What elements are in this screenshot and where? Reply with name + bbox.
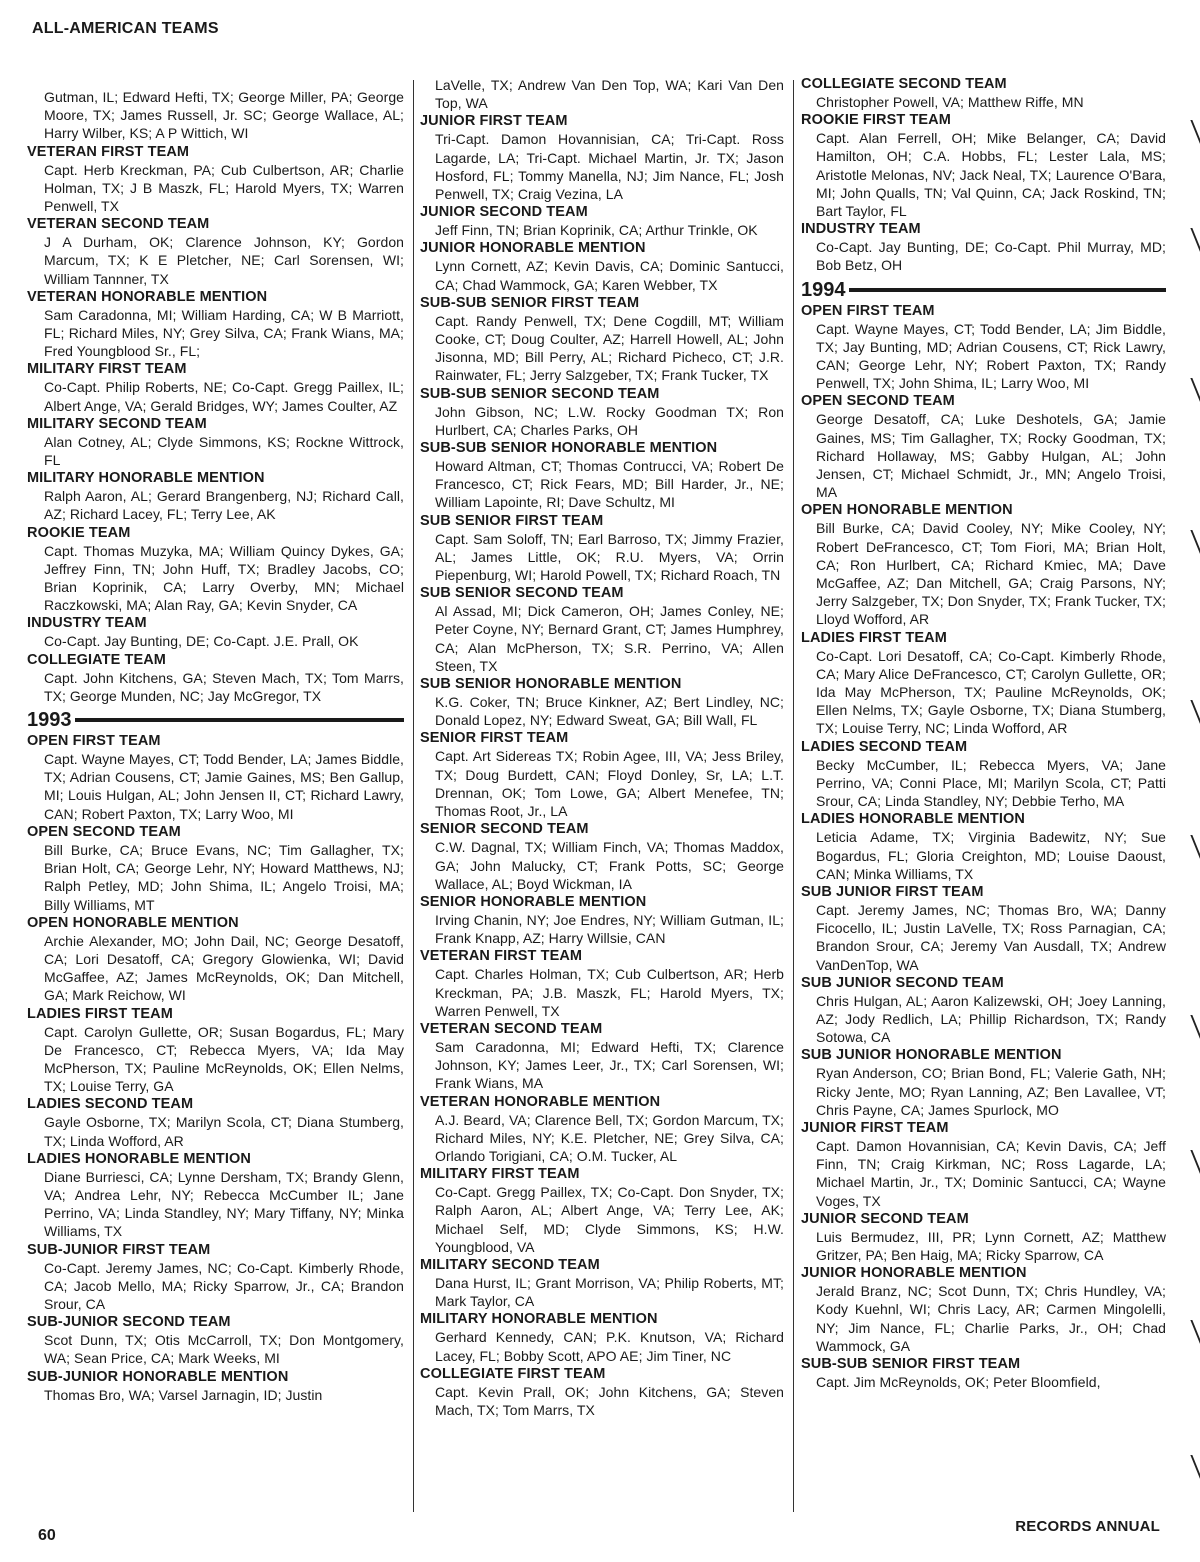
- team-members: Co-Capt. Philip Roberts, NE; Co-Capt. Gregg Paillex, IL; Albert Ange, VA; Gerald Bridges, WY; James Coulter, AZ: [44, 379, 404, 414]
- column-3: [801, 76, 1166, 1508]
- team-heading: SUB-JUNIOR SECOND TEAM: [27, 1314, 231, 1331]
- edge-mark: [1194, 1320, 1200, 1348]
- team-members: Chris Hulgan, AL; Aaron Kalizewski, OH; Joey Lanning, AZ; Jody Redlich, LA; Phillip Richardson, TX; Randy Sotowa, CA: [816, 992, 1166, 1046]
- team-section: [27, 824, 404, 914]
- team-section: [27, 416, 404, 469]
- team-members: Thomas Bro, WA; Varsel Jarnagin, ID; Justin: [44, 1386, 323, 1403]
- team-heading: SENIOR SECOND TEAM: [420, 821, 589, 838]
- team-members: Tri-Capt. Damon Hovannisian, CA; Tri-Capt. Ross Lagarde, LA; Tri-Capt. Michael Martin, Jr. TX; Jason Hosford, FL; Tommy Manella, NJ; Jim Nance, FL; Josh Penwell, TX; Craig Vezina, LA: [435, 131, 784, 203]
- team-heading: JUNIOR SECOND TEAM: [801, 1210, 969, 1227]
- team-heading: SUB SENIOR FIRST TEAM: [420, 512, 604, 529]
- year-rule: [75, 718, 405, 722]
- team-heading: LADIES SECOND TEAM: [801, 738, 968, 755]
- team-heading: MILITARY HONORABLE MENTION: [27, 470, 265, 487]
- team-section: [801, 739, 1166, 811]
- team-section: [801, 1047, 1166, 1119]
- team-heading: SUB-SUB SENIOR HONORABLE MENTION: [420, 440, 718, 457]
- team-section: [420, 295, 784, 385]
- team-members: Co-Capt. Lori Desatoff, CA; Co-Capt. Kimberly Rhode, CA; Mary Alice DeFrancesco, CT; Carolyn Gullette, OR; Ida May McPherson, TX; Pauline McReynolds, OK; Ellen Nelms, TX; Gayle Osborne, TX; Diana Stumberg, TX; Louise Terry, NC; Linda Wofford, AR: [816, 647, 1166, 737]
- team-heading: JUNIOR FIRST TEAM: [801, 1119, 949, 1136]
- year-heading: [801, 278, 1166, 302]
- team-section: [27, 470, 404, 523]
- team-section: [801, 1211, 1166, 1264]
- team-heading: SUB-SUB SENIOR FIRST TEAM: [801, 1355, 1021, 1372]
- team-heading: SUB-SUB SENIOR SECOND TEAM: [420, 385, 660, 402]
- team-members: Co-Capt. Jeremy James, NC; Co-Capt. Kimberly Rhode, CA; Jacob Mello, MA; Ricky Sparrow, Jr., CA; Brandon Srour, CA: [44, 1259, 404, 1312]
- column-2: [420, 76, 784, 1508]
- team-section: [801, 112, 1166, 220]
- team-heading: LADIES HONORABLE MENTION: [801, 811, 1025, 828]
- team-section: [27, 525, 404, 615]
- team-section: [420, 1166, 784, 1256]
- team-section: [420, 1094, 784, 1166]
- team-section: [420, 386, 784, 439]
- team-members: Capt. Sam Soloff, TN; Earl Barroso, TX; Jimmy Frazier, AL; James Little, OK; R.U. Myers, VA; Orrin Piepenburg, WI; Harold Powell, TX; Richard Roach, TN: [435, 530, 784, 584]
- team-heading: LADIES FIRST TEAM: [801, 629, 947, 646]
- team-section: [801, 221, 1166, 274]
- team-section: [420, 676, 784, 729]
- running-head: ALL-AMERICAN TEAMS: [32, 20, 219, 37]
- team-heading: ROOKIE FIRST TEAM: [801, 112, 951, 129]
- team-section: [27, 1242, 404, 1314]
- team-members: K.G. Coker, TN; Bruce Kinkner, AZ; Bert Lindley, NC; Donald Lopez, NY; Edward Sweat, GA; Bill Wall, FL: [435, 694, 784, 729]
- team-members: Gutman, IL; Edward Hefti, TX; George Miller, PA; George Moore, TX; James Russell, Jr. SC; George Wallace, AL; Harry Wilber, KS; A P Wittich, WI: [44, 89, 404, 142]
- team-members: Capt. Wayne Mayes, CT; Todd Bender, LA; Jim Biddle, TX; Jay Bunting, MD; Adrian Cousens, CT; Rick Lawry, CAN; George Lehr, NY; Robert Paxton, TX; Randy Penwell, TX; John Shima, IL; Larry Woo, MI: [816, 320, 1166, 392]
- team-members: George Desatoff, CA; Luke Deshotels, GA; Jamie Gaines, MS; Tim Gallagher, TX; Rocky Goodman, TX; Richard Hollaway, MS; Gabby Hulgan, AL; John Jensen, CT; Michael Schmidt, Jr., MN; Angelo Troisi, MA: [816, 411, 1166, 501]
- team-members: A.J. Beard, VA; Clarence Bell, TX; Gordon Marcum, TX; Richard Miles, NY; K.E. Pletcher, NE; Grey Silva, CA; Orlando Torigiani, CA; O.M. Tucker, AL: [435, 1111, 784, 1164]
- team-members: LaVelle, TX; Andrew Van Den Top, WA; Kari Van Den Top, WA: [435, 77, 784, 112]
- edge-mark: [1194, 1015, 1200, 1043]
- team-heading: JUNIOR SECOND TEAM: [420, 204, 588, 221]
- team-members: Leticia Adame, TX; Virginia Badewitz, NY; Sue Bogardus, FL; Gloria Creighton, MD; Louise Daoust, CAN; Minka Williams, TX: [816, 829, 1166, 882]
- team-members: Capt. Jim McReynolds, OK; Peter Bloomfield,: [816, 1373, 1101, 1390]
- team-section: [27, 289, 404, 361]
- team-members: Christopher Powell, VA; Matthew Riffe, MN: [816, 94, 1084, 110]
- edge-mark: [1194, 120, 1200, 148]
- team-heading: MILITARY SECOND TEAM: [420, 1256, 600, 1273]
- team-members: Jeff Finn, TN; Brian Koprinik, CA; Arthur Trinkle, OK: [435, 222, 758, 239]
- team-section: [801, 1356, 1166, 1391]
- team-section: [420, 894, 784, 947]
- team-heading: COLLEGIATE SECOND TEAM: [801, 76, 1007, 92]
- team-heading: MILITARY SECOND TEAM: [27, 415, 207, 432]
- team-section: [801, 630, 1166, 738]
- team-members: Capt. Thomas Muzyka, MA; William Quincy Dykes, GA; Jeffrey Finn, TN; John Huff, TX; Bradley Jacobs, CO; Brian Koprinik, CA; Larry Overby, MN; Michael Raczkowski, MA; Alan Ray, GA; Kevin Snyder, CA: [44, 542, 404, 614]
- team-members: Jerald Branz, NC; Scot Dunn, TX; Chris Hundley, VA; Kody Kuehnl, WI; Chris Lacy, AR; Carmen Mingolelli, NY; Jim Nance, FL; Charlie Parks, Jr., OH; Chad Wammock, GA: [816, 1283, 1166, 1354]
- team-section: [801, 811, 1166, 883]
- edge-mark: [1194, 1150, 1200, 1178]
- team-section: [420, 1257, 784, 1310]
- team-section: [420, 513, 784, 585]
- team-section: [27, 1151, 404, 1241]
- team-heading: VETERAN FIRST TEAM: [420, 948, 583, 965]
- team-members: Alan Cotney, AL; Clyde Simmons, KS; Rockne Wittrock, FL: [44, 433, 404, 469]
- team-heading: INDUSTRY TEAM: [801, 221, 921, 238]
- team-heading: LADIES FIRST TEAM: [27, 1005, 173, 1022]
- team-heading: LADIES HONORABLE MENTION: [27, 1150, 251, 1167]
- team-section: [420, 821, 784, 893]
- team-heading: COLLEGIATE FIRST TEAM: [420, 1365, 606, 1382]
- year-heading: [27, 708, 404, 732]
- team-section: [420, 113, 784, 203]
- column-divider: [413, 80, 414, 1512]
- team-members: Becky McCumber, IL; Rebecca Myers, VA; Jane Perrino, VA; Conni Place, MI; Marilyn Scola, CT; Patti Srour, CA; Linda Standley, NY; Debbie Terho, MA: [816, 756, 1166, 810]
- edge-mark: [1194, 530, 1200, 558]
- team-section: [801, 975, 1166, 1047]
- team-section: [420, 1311, 784, 1364]
- team-members: Sam Caradonna, MI; William Harding, CA; W B Marriott, FL; Richard Miles, NY; Grey Silva, CA; Frank Wians, MA; Fred Youngblood Sr., FL;: [44, 306, 404, 360]
- team-members: Luis Bermudez, III, PR; Lynn Cornett, AZ; Matthew Gritzer, PA; Ben Haig, MA; Ricky Sparrow, CA: [816, 1228, 1166, 1263]
- team-members: Capt. Alan Ferrell, OH; Mike Belanger, CA; David Hamilton, OH; C.A. Hobbs, FL; Lester Lala, MS; Aristotle Melonas, NV; Jack Neal, TX; Laurence O'Bara, MI; John Qualls, TN; Val Quinn, CA; Jack Roskind, TN; Bart Taylor, FL: [816, 130, 1166, 220]
- team-members: Co-Capt. Jay Bunting, DE; Co-Capt. J.E. Prall, OK: [44, 633, 359, 650]
- team-heading: ROOKIE TEAM: [27, 524, 131, 541]
- publication-title: RECORDS ANNUAL: [1015, 1518, 1160, 1535]
- team-members: C.W. Dagnal, TX; William Finch, VA; Thomas Maddox, GA; John Malucky, CT; Frank Potts, SC; George Wallace, AL; Boyd Wickman, IA: [435, 839, 784, 892]
- team-heading: SUB-JUNIOR FIRST TEAM: [27, 1241, 211, 1258]
- team-heading: VETERAN FIRST TEAM: [27, 143, 190, 160]
- team-section: [27, 915, 404, 1005]
- edge-mark: [1194, 1455, 1200, 1483]
- team-section: [420, 440, 784, 512]
- team-members: John Gibson, NC; L.W. Rocky Goodman TX; Ron Hurlbert, CA; Charles Parks, OH: [435, 403, 784, 438]
- team-heading: VETERAN SECOND TEAM: [27, 216, 210, 233]
- team-heading: OPEN FIRST TEAM: [27, 733, 161, 750]
- team-heading: OPEN FIRST TEAM: [801, 302, 935, 319]
- team-members: Al Assad, MI; Dick Cameron, OH; James Conley, NE; Peter Coyne, NY; Bernard Grant, CT; James Humphrey, CA; Alan McPherson, TX; S.R. Perrino, VA; Allen Steen, TX: [435, 603, 784, 674]
- team-section: [420, 730, 784, 820]
- team-section: [801, 303, 1166, 393]
- team-heading: JUNIOR HONORABLE MENTION: [420, 240, 646, 257]
- year-label: 1993: [27, 709, 72, 732]
- team-heading: JUNIOR HONORABLE MENTION: [801, 1265, 1027, 1282]
- team-members: Capt. Art Sidereas TX; Robin Agee, III, VA; Jess Briley, TX; Doug Burdett, CAN; Floyd Donley, Sr, LA; L.T. Drennan, OK; Tom Lowe, GA; Albert Menefee, TN; Thomas Root, Jr., LA: [435, 748, 784, 820]
- team-section: [27, 652, 404, 705]
- team-section: [27, 1369, 404, 1404]
- team-section: [27, 216, 404, 288]
- team-members: Bill Burke, CA; David Cooley, NY; Mike Cooley, NY; Robert DeFrancesco, CT; Tom Fiori, MA; Brian Holt, CA; Ron Hurlbert, CA; Richard Kmiec, MA; Dave McGaffee, AZ; Dan Mitchell, GA; Craig Parsons, NY; Jerry Salzgeber, TX; Don Snyder, TX; Frank Tucker, TX; Lloyd Wofford, AR: [816, 520, 1166, 628]
- team-heading: VETERAN HONORABLE MENTION: [27, 288, 268, 305]
- team-section: [420, 948, 784, 1020]
- team-heading: JUNIOR FIRST TEAM: [420, 113, 568, 130]
- team-members: Capt. Kevin Prall, OK; John Kitchens, GA; Steven Mach, TX; Tom Marrs, TX: [435, 1383, 784, 1418]
- team-members: Capt. Carolyn Gullette, OR; Susan Bogardus, FL; Mary De Francesco, CT; Rebecca Myers, VA; Ida May McPherson, TX; Pauline McReynolds, OK; Ellen Nelms, TX; Louise Terry, GA: [44, 1023, 404, 1095]
- team-heading: MILITARY HONORABLE MENTION: [420, 1311, 658, 1328]
- team-members: Sam Caradonna, MI; Edward Hefti, TX; Clarence Johnson, KY; James Leer, Jr., TX; Carl Sorensen, WI; Frank Wians, MA: [435, 1038, 784, 1092]
- team-section: [420, 204, 784, 239]
- year-rule: [849, 288, 1167, 292]
- team-members: Lynn Cornett, AZ; Kevin Davis, CA; Dominic Santucci, CA; Chad Wammock, GA; Karen Webber, TX: [435, 258, 784, 293]
- team-heading: SENIOR FIRST TEAM: [420, 730, 569, 747]
- team-section: [420, 1366, 784, 1419]
- team-members: Ryan Anderson, CO; Brian Bond, FL; Valerie Gath, NH; Ricky Jente, MO; Ryan Lanning, AZ; Ben Lavallee, VT; Chris Payne, CA; James Spurlock, MO: [816, 1065, 1166, 1118]
- team-heading: SUB-SUB SENIOR FIRST TEAM: [420, 294, 640, 311]
- team-members: Irving Chanin, NY; Joe Endres, NY; William Gutman, IL; Frank Knapp, AZ; Harry Willsie, CAN: [435, 911, 784, 947]
- team-members: Archie Alexander, MO; John Dail, NC; George Desatoff, CA; Lori Desatoff, CA; Gregory Glowienka, WI; David McGaffee, AZ; James McReynolds, OK; Dan Mitchell, GA; Mark Reichow, WI: [44, 932, 404, 1004]
- team-heading: VETERAN SECOND TEAM: [420, 1020, 603, 1037]
- team-heading: MILITARY FIRST TEAM: [420, 1166, 580, 1183]
- team-section: [801, 502, 1166, 628]
- column-divider: [793, 80, 794, 1512]
- team-members: Capt. Wayne Mayes, CT; Todd Bender, LA; James Biddle, TX; Adrian Cousens, CT; Jamie Gaines, MS; Ben Gallup, MI; Louis Hulgan, AL; John Jensen II, CT; Richard Lawry, CAN; Robert Paxton, TX; Larry Woo, MI: [44, 751, 404, 822]
- team-members: Gayle Osborne, TX; Marilyn Scola, CT; Diana Stumberg, TX; Linda Wofford, AR: [44, 1114, 404, 1149]
- team-section: [801, 1120, 1166, 1210]
- team-section: [27, 1314, 404, 1367]
- team-section: [27, 733, 404, 823]
- team-section: [27, 1006, 404, 1096]
- team-members: Capt. Herb Kreckman, PA; Cub Culbertson, AR; Charlie Holman, TX; J B Maszk, FL; Harold Myers, TX; Warren Penwell, TX: [44, 161, 404, 215]
- team-heading: SUB JUNIOR SECOND TEAM: [801, 974, 1004, 991]
- team-section: [420, 1021, 784, 1093]
- team-members: Capt. John Kitchens, GA; Steven Mach, TX; Tom Marrs, TX; George Munden, NC; Jay McGregor, TX: [44, 669, 404, 704]
- team-heading: SUB SENIOR HONORABLE MENTION: [420, 676, 682, 693]
- edge-mark: [1194, 835, 1200, 863]
- team-section: [801, 884, 1166, 974]
- team-heading: SUB-JUNIOR HONORABLE MENTION: [27, 1368, 289, 1385]
- team-section: [27, 144, 404, 216]
- team-heading: COLLEGIATE TEAM: [27, 651, 166, 668]
- team-members: Capt. Jeremy James, NC; Thomas Bro, WA; Danny Ficocello, IL; Justin LaVelle, TX; Ross Parnagian, CA; Brandon Srour, CA; Jeremy Van Ausdall, TX; Andrew VanDenTop, WA: [816, 901, 1166, 973]
- team-members: Diane Burriesci, CA; Lynne Dersham, TX; Brandy Glenn, VA; Andrea Lehr, NY; Rebecca McCumber IL; Jane Perrino, VA; Linda Standley, NY; Mary Tiffany, NY; Minka Williams, TX: [44, 1168, 404, 1240]
- team-heading: VETERAN HONORABLE MENTION: [420, 1093, 661, 1110]
- edge-mark: [1194, 228, 1200, 256]
- team-heading: INDUSTRY TEAM: [27, 615, 147, 632]
- year-label: 1994: [801, 278, 846, 301]
- team-heading: SUB JUNIOR FIRST TEAM: [801, 883, 984, 900]
- team-members: Co-Capt. Gregg Paillex, TX; Co-Capt. Don Snyder, TX; Ralph Aaron, AL; Albert Ange, VA; Terry Lee, AK; Michael Self, MD; Clyde Simmons, KS; H.W. Youngblood, VA: [435, 1184, 784, 1255]
- team-members: Howard Altman, CT; Thomas Contrucci, VA; Robert De Francesco, CT; Rick Fears, MD; Bill Harder, Jr., NE; William Lapointe, RI; Dave Schultz, MI: [435, 458, 784, 511]
- column-1: [27, 88, 404, 1520]
- team-members: Gerhard Kennedy, CAN; P.K. Knutson, VA; Richard Lacey, FL; Bobby Scott, APO AE; Jim Tiner, NC: [435, 1329, 784, 1364]
- team-members: Scot Dunn, TX; Otis McCarroll, TX; Don Montgomery, WA; Sean Price, CA; Mark Weeks, MI: [44, 1332, 404, 1367]
- team-members: J A Durham, OK; Clarence Johnson, KY; Gordon Marcum, TX; K E Pletcher, NE; Carl Sorensen, WI; William Tannner, TX: [44, 234, 404, 287]
- continued-text: [420, 76, 784, 112]
- team-members: Ralph Aaron, AL; Gerard Brangenberg, NJ; Richard Call, AZ; Richard Lacey, FL; Terry Lee, AK: [44, 488, 404, 523]
- edge-mark: [1194, 700, 1200, 728]
- team-heading: LADIES SECOND TEAM: [27, 1096, 194, 1113]
- team-members: Capt. Damon Hovannisian, CA; Kevin Davis, CA; Jeff Finn, TN; Craig Kirkman, NC; Ross Lagarde, LA; Michael Martin, Jr., TX; Dominic Santucci, CA; Wayne Voges, TX: [816, 1137, 1166, 1209]
- team-members: Capt. Randy Penwell, TX; Dene Cogdill, MT; William Cooke, CT; Doug Coulter, AZ; Harrell Howell, AL; John Jisonna, MD; Bill Perry, AL; Richard Picheco, CT; J.R. Rainwater, FL; Jerry Salzgeber, TX; Frank Tucker, TX: [435, 312, 784, 384]
- team-section: [801, 1265, 1166, 1355]
- team-section: [27, 615, 404, 650]
- team-section: [27, 361, 404, 414]
- team-section: [801, 76, 1166, 111]
- page-number: 60: [38, 1527, 56, 1544]
- team-heading: SENIOR HONORABLE MENTION: [420, 893, 647, 910]
- edge-mark: [1194, 378, 1200, 406]
- team-section: [801, 393, 1166, 501]
- team-heading: OPEN HONORABLE MENTION: [801, 502, 1013, 519]
- team-members: Dana Hurst, IL; Grant Morrison, VA; Philip Roberts, MT; Mark Taylor, CA: [435, 1274, 784, 1310]
- team-members: Co-Capt. Jay Bunting, DE; Co-Capt. Phil Murray, MD; Bob Betz, OH: [816, 239, 1166, 274]
- team-section: [420, 585, 784, 675]
- team-heading: MILITARY FIRST TEAM: [27, 361, 187, 378]
- team-section: [420, 240, 784, 293]
- team-members: Bill Burke, CA; Bruce Evans, NC; Tim Gallagher, TX; Brian Holt, CA; George Lehr, NY; Howard Matthews, NJ; Ralph Petley, MD; John Shima, IL; Angelo Troisi, MA; Billy Williams, MT: [44, 841, 404, 913]
- team-heading: OPEN SECOND TEAM: [801, 393, 955, 410]
- team-heading: SUB SENIOR SECOND TEAM: [420, 585, 624, 602]
- team-heading: OPEN SECOND TEAM: [27, 823, 181, 840]
- team-heading: OPEN HONORABLE MENTION: [27, 914, 239, 931]
- continued-text: [27, 88, 404, 143]
- team-section: [27, 1096, 404, 1149]
- team-heading: SUB JUNIOR HONORABLE MENTION: [801, 1047, 1062, 1064]
- team-members: Capt. Charles Holman, TX; Cub Culbertson, AR; Herb Kreckman, PA; J.B. Maszk, FL; Harold Myers, TX; Warren Penwell, TX: [435, 966, 784, 1019]
